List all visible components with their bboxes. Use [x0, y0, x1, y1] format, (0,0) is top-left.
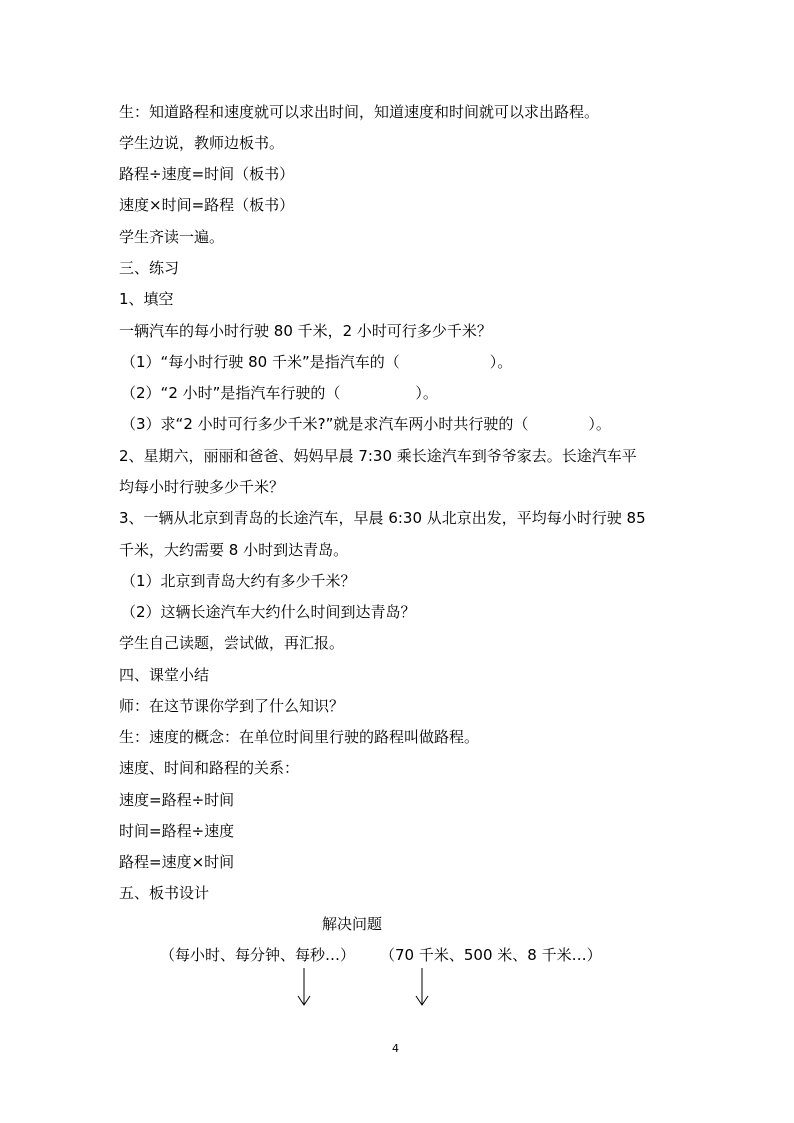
formula-line: 速度=路程÷时间: [119, 791, 235, 809]
page-number: 4: [392, 1042, 399, 1055]
board-left-group: （每小时、每分钟、每秒…）: [160, 946, 356, 964]
text-line: 学生自己读题，尝试做，再汇报。: [119, 634, 345, 652]
subsection-heading: 1、填空: [119, 290, 174, 308]
question-text: 3、一辆从北京到青岛的长途汽车，早晨 6:30 从北京出发，平均每小时行驶 85: [119, 509, 646, 527]
question-text: 一辆汽车的每小时行驶 80 千米，2 小时可行多少千米？: [119, 322, 492, 340]
section-heading: 五、板书设计: [119, 884, 210, 902]
text-line: 速度、时间和路程的关系：: [119, 759, 300, 777]
sub-question: （1）北京到青岛大约有多少千米？: [121, 572, 356, 590]
text-line: 师：在这节课你学到了什么知识？: [119, 697, 345, 715]
sub-question: （2）这辆长途汽车大约什么时间到达青岛？: [121, 603, 416, 621]
board-right-group: （70 千米、500 米、8 千米…）: [380, 946, 602, 964]
fill-blank-item: （1）“每小时行驶 80 千米”是指汽车的（ ）。: [121, 353, 513, 371]
question-text: 千米，大约需要 8 小时到达青岛。: [119, 541, 349, 559]
question-text: 均每小时行驶多少千米？: [119, 478, 285, 496]
down-arrow-icon: [294, 966, 314, 1008]
text-line: 学生齐读一遍。: [119, 228, 225, 246]
board-title: 解决问题: [322, 915, 383, 933]
text-line: 生：知道路程和速度就可以求出时间，知道速度和时间就可以求出路程。: [119, 103, 600, 121]
fill-blank-item: （2）“2 小时”是指汽车行驶的（ ）。: [121, 384, 438, 402]
question-text: 2、星期六，丽丽和爸爸、妈妈早晨 7:30 乘长途汽车到爷爷家去。长途汽车平: [119, 447, 637, 465]
fill-blank-item: （3）求“2 小时可行多少千米?”就是求汽车两小时共行驶的（ ）。: [121, 415, 611, 433]
section-heading: 四、课堂小结: [119, 666, 210, 684]
text-line: 生：速度的概念：在单位时间里行驶的路程叫做路程。: [119, 728, 480, 746]
down-arrow-icon: [412, 966, 432, 1008]
formula-line: 时间=路程÷速度: [119, 822, 235, 840]
formula-line: 路程÷速度=时间（板书）: [119, 165, 295, 183]
text-line: 学生边说，教师边板书。: [119, 134, 285, 152]
section-heading: 三、练习: [119, 259, 180, 277]
formula-line: 路程=速度×时间: [119, 853, 235, 871]
formula-line: 速度×时间=路程（板书）: [119, 196, 295, 214]
